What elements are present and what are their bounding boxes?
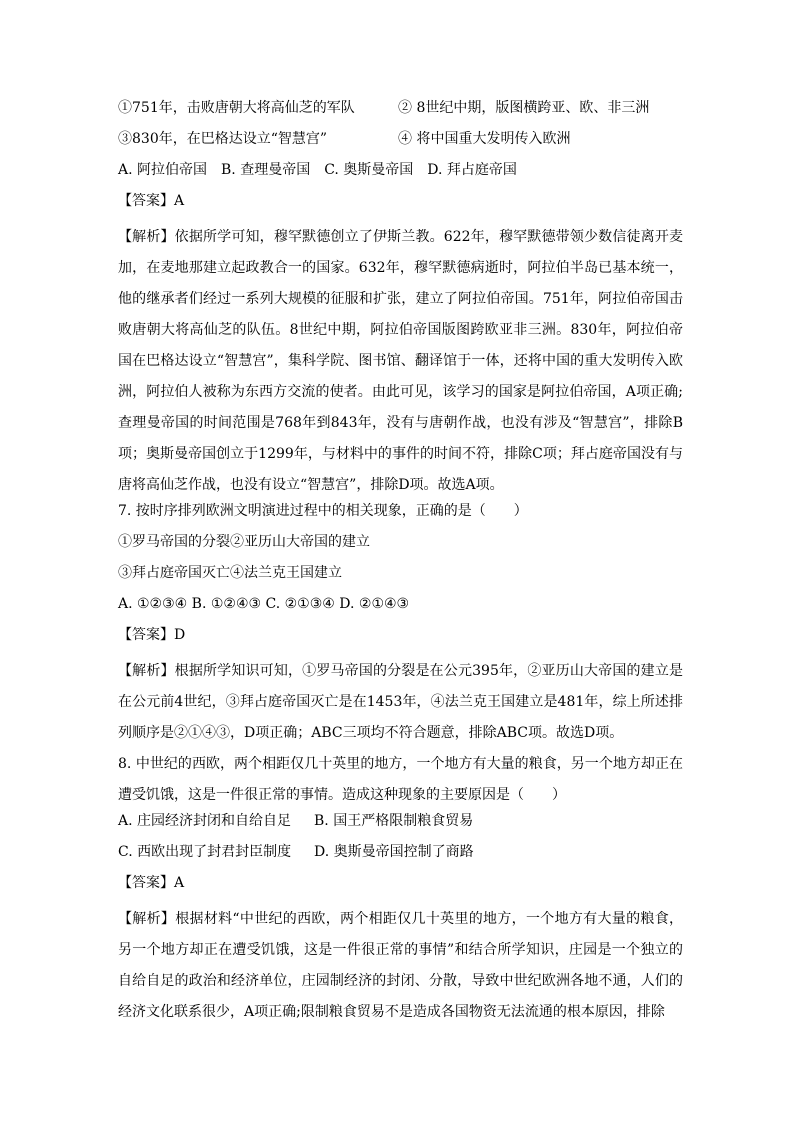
q8-analysis	[118, 904, 683, 1028]
document-content	[118, 98, 683, 1028]
q8-choice-a: A. 庄园经济封闭和自给自足	[118, 813, 292, 829]
q7-analysis	[118, 656, 683, 749]
q7-analysis-text: 根据所学知识可知，①罗马帝国的分裂是在公元395年，②亚历山大帝国的建立是在公元前4世纪，③拜占庭帝国灭亡是在1453年，④法兰克王国建立是481年，综上所述排列顺序是②①④③，D项正确；ABC三项均不符合题意，排除ABC项。故选D项。	[118, 663, 683, 741]
q7-choices: A. ①②③④ B. ①②④③ C. ②①③④ D. ②①④③	[118, 596, 410, 612]
q6-analysis-text: 依据所学可知，穆罕默德创立了伊斯兰教。622年，穆罕默德带领少数信徒离开麦加，在麦地那建立起政教合一的国家。632年，穆罕默德病逝时，阿拉伯半岛已基本统一，他的继承者们经过一系列大规模的征服和扩张，建立了阿拉伯帝国。751年，阿拉伯帝国击败唐朝大将高仙芝的队伍。8世纪中期，阿拉伯帝国版图跨欧亚非三洲。830年，阿拉伯帝国在巴格达设立“智慧宫”，集科学院、图书馆、翻译馆于一体，还将中国的重大发明传入欧洲，阿拉伯人被称为东西方交流的使者。由此可见，该学习的国家是阿拉伯帝国，A项正确;查理曼帝国的时间范围是768年到843年，没有与唐朝作战，也没有涉及“智慧宫”，排除B项；奥斯曼帝国创立于1299年，与材料中的事件的时间不符，排除C项；拜占庭帝国没有与唐将高仙芝作战，也没有设立“智慧宫”，排除D项。故选A项。	[118, 229, 683, 493]
q6-option-4: ④ 将中国重大发明传入欧洲	[398, 131, 571, 147]
q7-stem: 7. 按时序排列欧洲文明演进过程中的相关现象，正确的是（ ）	[118, 503, 528, 519]
q6-option-2: ② 8世纪中期，版图横跨亚、欧、非三洲	[398, 100, 650, 116]
q6-option-3: ③830年，在巴格达设立“智慧宫”	[118, 131, 328, 147]
q6-choices: A. 阿拉伯帝国 B. 查理曼帝国 C. 奥斯曼帝国 D. 拜占庭帝国	[118, 162, 517, 178]
q8-choices-row-1	[118, 811, 683, 831]
q8-choices-row-2	[118, 842, 683, 862]
q8-analysis-label: 【解析】	[118, 911, 176, 927]
q6-options-row-1	[118, 98, 683, 118]
q8-choice-b: B. 国王严格限制粮食贸易	[314, 813, 474, 829]
q8-choice-c: C. 西欧出现了封君封臣制度	[118, 844, 292, 860]
q7-answer: 【答案】D	[118, 627, 186, 643]
q8-answer: 【答案】A	[118, 875, 185, 891]
q6-option-1: ①751年，击败唐朝大将高仙芝的军队	[118, 100, 355, 116]
q8-stem: 8. 中世纪的西欧，两个相距仅几十英里的地方，一个地方有大量的粮食，另一个地方却正在遭受饥饿，这是一件很正常的事情。造成这种现象的主要原因是（ ）	[118, 756, 683, 803]
q8-analysis-text: 根据材料“中世纪的西欧，两个相距仅几十英里的地方，一个地方有大量的粮食，另一个地方却正在遭受饥饿，这是一件很正常的事情”和结合所学知识，庄园是一个独立的自给自足的政治和经济单位，庄园制经济的封闭、分散，导致中世纪欧洲各地不通，人们的经济文化联系很少，A项正确;限制粮食贸易不是造成各国物资无法流通的根本原因，排除	[118, 911, 684, 1020]
q7-items-row-1: ①罗马帝国的分裂②亚历山大帝国的建立	[118, 534, 370, 550]
q6-analysis	[118, 222, 683, 501]
q6-options-row-2	[118, 129, 683, 149]
q8-choice-d: D. 奥斯曼帝国控制了商路	[314, 844, 474, 860]
q7-items-row-2: ③拜占庭帝国灭亡④法兰克王国建立	[118, 565, 342, 581]
q6-analysis-label: 【解析】	[118, 229, 175, 245]
q6-answer: 【答案】A	[118, 193, 185, 209]
q7-analysis-label: 【解析】	[118, 663, 175, 679]
